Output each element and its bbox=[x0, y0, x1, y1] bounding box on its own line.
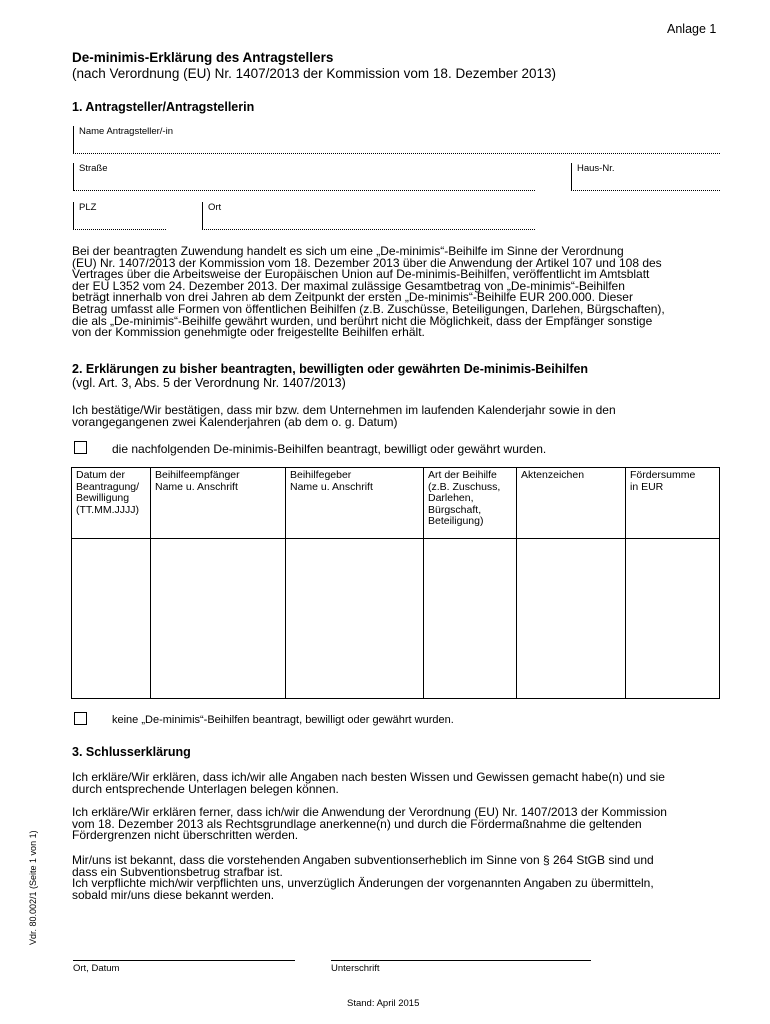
document-subtitle: (nach Verordnung (EU) Nr. 1407/2013 der Kommission vom 18. Dezember 2013) bbox=[72, 66, 556, 81]
cell-aktenzeichen[interactable] bbox=[517, 539, 626, 699]
option-yes-checkbox[interactable] bbox=[74, 441, 87, 454]
cell-art[interactable] bbox=[424, 539, 517, 699]
section2-subheading: (vgl. Art. 3, Abs. 5 der Verordnung Nr. 1407/2013) bbox=[72, 376, 346, 390]
beihilfe-table bbox=[71, 467, 720, 699]
header-aktenzeichen: Aktenzeichen bbox=[517, 468, 626, 539]
street-field[interactable] bbox=[73, 163, 535, 191]
section2-heading: 2. Erklärungen zu bisher beantragten, bewilligten oder gewährten De-minimis-Beihilfen bbox=[72, 362, 589, 376]
section3-paragraph-3: Mir/uns ist bekannt, dass die vorstehenden Angaben subventionserheblich im Sinne von § 264 StGB sind und dass ein Subventionsbetrug strafbar ist. Ich verpflichte mich/wir verpflichten uns, unverzüglich Änderungen der vorgenannten Angaben zu übermitteln, sobald mir/uns diese bekannt werden. bbox=[72, 853, 654, 902]
annex-label: Anlage 1 bbox=[667, 22, 717, 36]
name-field-label: Name Antragsteller/-in bbox=[79, 126, 173, 137]
section1-heading: 1. Antragsteller/Antragstellerin bbox=[72, 100, 255, 114]
house-number-field[interactable] bbox=[571, 163, 720, 191]
option-yes-label: die nachfolgenden De-minimis-Beihilfen beantragt, bewilligt oder gewährt wurden. bbox=[112, 442, 547, 456]
cell-empfaenger[interactable] bbox=[151, 539, 286, 699]
table-row bbox=[72, 539, 720, 699]
section3-heading: 3. Schlusserklärung bbox=[72, 745, 191, 759]
header-empfaenger: Beihilfeempfänger Name u. Anschrift bbox=[151, 468, 286, 539]
header-geber: Beihilfegeber Name u. Anschrift bbox=[286, 468, 424, 539]
table-header-row bbox=[72, 468, 720, 539]
plz-field-label: PLZ bbox=[79, 202, 97, 213]
street-field-label: Straße bbox=[79, 163, 108, 174]
cell-geber[interactable] bbox=[286, 539, 424, 699]
document-title: De-minimis-Erklärung des Antragstellers bbox=[72, 50, 334, 65]
version-date: Stand: April 2015 bbox=[347, 998, 420, 1009]
place-date-line[interactable] bbox=[73, 960, 295, 974]
header-foerdersumme: Fördersumme in EUR bbox=[626, 468, 720, 539]
city-field[interactable] bbox=[202, 202, 535, 230]
option-no-checkbox[interactable] bbox=[74, 712, 87, 725]
city-field-label: Ort bbox=[208, 202, 222, 213]
cell-foerdersumme[interactable] bbox=[626, 539, 720, 699]
signature-line[interactable] bbox=[331, 960, 591, 974]
header-datum: Datum der Beantragung/ Bewilligung (TT.MM.JJJJ) bbox=[72, 468, 151, 539]
house-number-field-label: Haus-Nr. bbox=[577, 163, 615, 174]
section1-paragraph: Bei der beantragten Zuwendung handelt es sich um eine „De-minimis“-Beihilfe im Sinne der Verordnung (EU) Nr. 1407/2013 der Kommission vom 18. Dezember 2013 über die Anwendung der Artikel 107 und 108 des Vertrages über die Arbeitsweise der Europäischen Union auf De-minimis-Beihilfen, veröffentlicht im Amtsblatt der EU L352 vom 24. Dezember 2013. Der maximal zulässige Gesamtbetrag von „De-minimis“-Beihilfen beträgt innerhalb von drei Jahren ab dem Zeitpunkt der ersten „De-minimis“-Beihilfe EUR 200.000. Dieser Betrag umfasst alle Formen von öffentlichen Beihilfen (z.B. Zuschüsse, Beteiligungen, Darlehen, Bürgschaften), die als „De-minimis“-Beihilfe gewährt wurden, und berührt nicht die Möglichkeit, dass der Empfänger sonstige von der Kommission genehmigte oder freigestellte Beihilfen erhält. bbox=[72, 244, 665, 340]
header-art: Art der Beihilfe (z.B. Zuschuss, Darlehen, Bürgschaft, Beteiligung) bbox=[424, 468, 517, 539]
plz-field[interactable] bbox=[73, 202, 166, 230]
form-number: Vdr. 80.002/1 (Seite 1 von 1) bbox=[28, 830, 38, 945]
section3-paragraph-1: Ich erkläre/Wir erklären, dass ich/wir alle Angaben nach besten Wissen und Gewissen gemacht habe(n) und sie durch entsprechende Unterlagen belegen können. bbox=[72, 770, 665, 796]
place-date-label: Ort, Datum bbox=[73, 963, 120, 974]
name-field[interactable] bbox=[73, 126, 720, 154]
signature-label: Unterschrift bbox=[331, 963, 380, 974]
option-no-label: keine „De-minimis“-Beihilfen beantragt, bewilligt oder gewährt wurden. bbox=[112, 714, 454, 726]
section2-intro: Ich bestätige/Wir bestätigen, dass mir bzw. dem Unternehmen im laufenden Kalenderjahr sowie in den vorangegangenen zwei Kalenderjahren (ab dem o. g. Datum) bbox=[72, 403, 616, 429]
cell-datum[interactable] bbox=[72, 539, 151, 699]
section3-paragraph-2: Ich erkläre/Wir erklären ferner, dass ich/wir die Anwendung der Verordnung (EU) Nr. 1407/2013 der Kommission vom 18. Dezember 2013 als Rechtsgrundlage anerkenne(n) und durch die Fördermaßnahme die geltenden Fördergrenzen nicht überschritten werden. bbox=[72, 805, 667, 843]
